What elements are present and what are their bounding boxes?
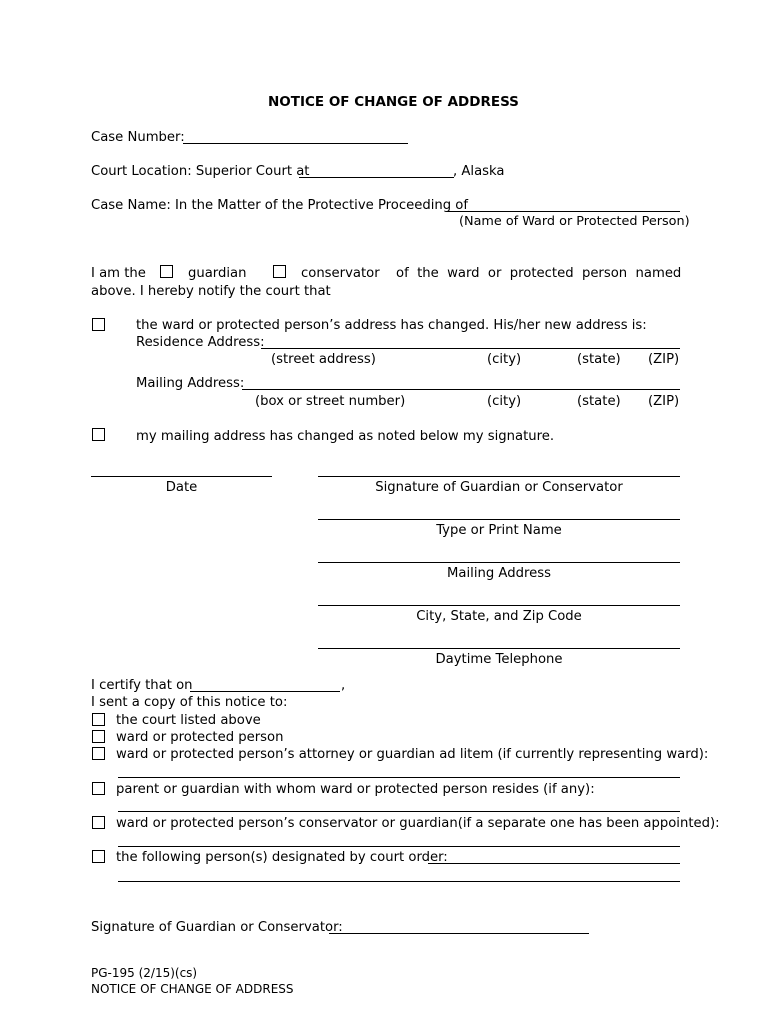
recipient-court-order-label: the following person(s) designated by court order: [116,850,448,865]
city-state-zip-field[interactable] [318,605,680,606]
recipient-attorney-label: ward or protected person’s attorney or guardian ad litem (if currently representing ward): [116,747,709,762]
case-number-field[interactable] [183,143,408,144]
mailing-city-caption: (city) [487,394,522,409]
conservator-field[interactable] [118,846,680,847]
residence-street-caption: (street address) [271,352,376,367]
attorney-field[interactable] [118,777,680,778]
residence-state-caption: (state) [577,352,621,367]
print-name-field[interactable] [318,519,680,520]
court-location-suffix: , Alaska [453,164,505,179]
signature-footer-label: Signature of Guardian or Conservator: [91,920,343,935]
recipient-conservator-label: ward or protected person’s conservator or guardian(if a separate one has been appointed): [116,816,720,831]
signer-mailing-address-label: Mailing Address [447,566,551,581]
recipient-ward-label: ward or protected person [116,730,284,745]
my-mailing-changed-text: my mailing address has changed as noted below my signature. [136,429,555,444]
page-title: NOTICE OF CHANGE OF ADDRESS [268,94,519,110]
recipient-court-checkbox[interactable] [92,713,105,726]
mailing-box-caption: (box or street number) [255,394,406,409]
signer-mailing-address-field[interactable] [318,562,680,563]
notify-text: above. I hereby notify the court that [91,284,331,299]
recipient-court-order-checkbox[interactable] [92,850,105,863]
footer-form-number: PG-195 (2/15)(cs) [91,966,198,980]
i-am-the-text: I am the [91,266,146,281]
print-name-label: Type or Print Name [436,523,562,538]
of-ward-text: of the ward or protected person named [396,266,682,281]
footer-title: NOTICE OF CHANGE OF ADDRESS [91,982,294,996]
court-location-field[interactable] [299,177,454,178]
court-order-field-2[interactable] [118,881,680,882]
sent-copy-text: I sent a copy of this notice to: [91,695,288,710]
case-name-caption: (Name of Ward or Protected Person) [459,214,690,229]
residence-city-caption: (city) [487,352,522,367]
residence-zip-caption: (ZIP) [648,352,680,367]
recipient-ward-checkbox[interactable] [92,730,105,743]
signature-label: Signature of Guardian or Conservator [375,480,623,495]
recipient-attorney-checkbox[interactable] [92,747,105,760]
parent-field[interactable] [118,811,680,812]
recipient-parent-checkbox[interactable] [92,782,105,795]
mailing-address-label: Mailing Address: [136,376,245,391]
signature-field[interactable] [318,476,680,477]
city-state-zip-label: City, State, and Zip Code [416,609,582,624]
ward-address-changed-text: the ward or protected person’s address has changed. His/her new address is: [136,318,647,333]
certify-comma: , [341,678,346,693]
certify-text: I certify that on [91,678,193,693]
court-order-field-1[interactable] [428,863,680,864]
residence-address-label: Residence Address: [136,335,265,350]
certify-date-field[interactable] [190,691,340,692]
recipient-conservator-checkbox[interactable] [92,816,105,829]
court-location-label: Court Location: Superior Court at [91,164,310,179]
conservator-checkbox[interactable] [273,265,286,278]
mailing-address-field[interactable] [242,389,680,390]
residence-address-field[interactable] [261,348,680,349]
recipient-parent-label: parent or guardian with whom ward or protected person resides (if any): [116,782,595,797]
case-name-label: Case Name: In the Matter of the Protective Proceeding of [91,198,469,213]
mailing-state-caption: (state) [577,394,621,409]
guardian-label: guardian [188,266,247,281]
telephone-field[interactable] [318,648,680,649]
conservator-label: conservator [301,266,380,281]
signature-footer-field[interactable] [329,933,589,934]
my-mailing-changed-checkbox[interactable] [92,428,105,441]
telephone-label: Daytime Telephone [435,652,563,667]
date-label: Date [165,480,198,495]
recipient-court-label: the court listed above [116,713,261,728]
guardian-checkbox[interactable] [160,265,173,278]
case-number-label: Case Number: [91,130,185,145]
mailing-zip-caption: (ZIP) [648,394,680,409]
ward-address-changed-checkbox[interactable] [92,318,105,331]
date-field[interactable] [91,476,272,477]
case-name-field[interactable] [447,211,680,212]
